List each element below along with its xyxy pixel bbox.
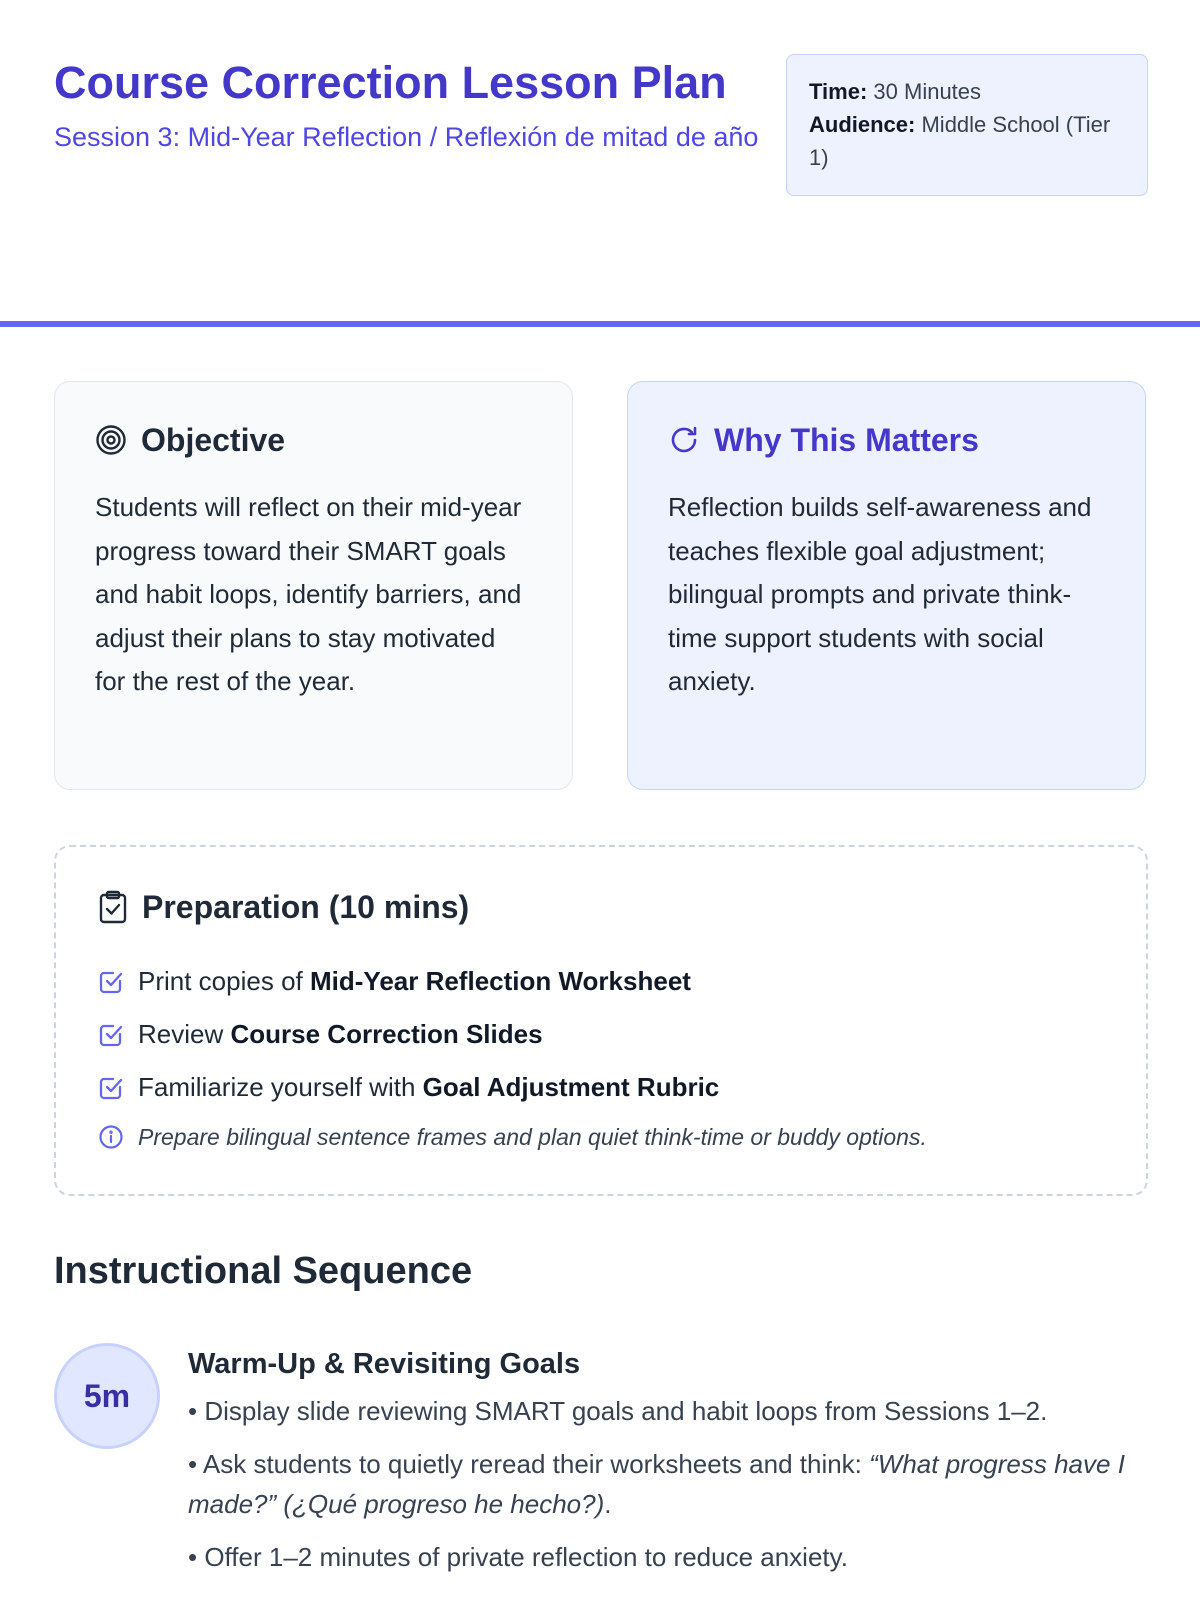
objective-title: Objective <box>141 421 286 458</box>
preparation-list <box>98 955 1104 1160</box>
clipboard-check-icon <box>98 890 128 924</box>
header-divider <box>0 321 1200 327</box>
duration-badge: 5m <box>54 1343 160 1449</box>
lesson-meta-box <box>786 54 1148 196</box>
step-title: Warm-Up & Revisiting Goals <box>188 1348 581 1380</box>
why-title: Why This Matters <box>714 421 979 458</box>
prep-item-resource: Goal Adjustment Rubric <box>422 1072 720 1102</box>
bullet-suffix: . <box>604 1489 612 1519</box>
bullet-text: • Ask students to quietly reread their worksheets and think: <box>188 1449 870 1479</box>
check-square-icon <box>98 969 124 995</box>
prep-item-prefix: Familiarize yourself with <box>138 1072 423 1102</box>
list-item <box>98 1008 1104 1061</box>
objective-card <box>54 381 573 790</box>
info-icon <box>98 1124 124 1150</box>
preparation-note-text: Prepare bilingual sentence frames and plan quiet think-time or buddy options. <box>138 1123 927 1150</box>
prep-item-prefix: Review <box>138 1019 231 1049</box>
why-this-matters-card <box>627 381 1146 790</box>
preparation-note <box>98 1114 1104 1160</box>
why-text: Reflection builds self-awareness and teaches flexible goal adjustment; bilingual prompts and private think-time support students with social anxiety. <box>668 492 1092 696</box>
lesson-header <box>54 54 1148 170</box>
time-value: 30 Minutes <box>873 79 982 104</box>
list-item <box>98 1061 1104 1114</box>
check-square-icon <box>98 1075 124 1101</box>
list-item: • Display slide reviewing SMART goals and habit loops from Sessions 1–2. <box>188 1396 1048 1426</box>
prep-item-resource: Mid-Year Reflection Worksheet <box>309 966 691 996</box>
list-item <box>98 955 1104 1008</box>
time-row <box>809 75 1125 108</box>
check-square-icon <box>98 1022 124 1048</box>
instructional-sequence-title: Instructional Sequence <box>54 1250 473 1292</box>
page-title: Course Correction Lesson Plan <box>54 57 727 108</box>
audience-row <box>809 108 1125 174</box>
prep-item-resource: Course Correction Slides <box>230 1019 543 1049</box>
time-label: Time: <box>809 79 868 104</box>
list-item <box>188 1444 1148 1524</box>
preparation-box <box>54 845 1148 1196</box>
preparation-title: Preparation (10 mins) <box>142 888 470 925</box>
refresh-icon <box>668 424 700 456</box>
prep-item-prefix: Print copies of <box>138 966 310 996</box>
step-body <box>188 1343 1148 1590</box>
page-subtitle: Session 3: Mid-Year Reflection / Reflexión de mitad de año <box>54 122 759 152</box>
audience-value: Middle School (Tier 1) <box>809 112 1111 170</box>
objective-text: Students will reflect on their mid-year progress toward their SMART goals and habit loops, identify barriers, and adjust their plans to stay motivated for the rest of the year. <box>95 492 522 696</box>
step-bullets <box>188 1391 1148 1577</box>
audience-label: Audience: <box>809 112 916 137</box>
target-icon <box>95 424 127 456</box>
bullet-quote: “What progress have I made?” (¿Qué progreso he hecho?) <box>188 1449 1125 1519</box>
list-item: • Offer 1–2 minutes of private reflection to reduce anxiety. <box>188 1542 848 1572</box>
